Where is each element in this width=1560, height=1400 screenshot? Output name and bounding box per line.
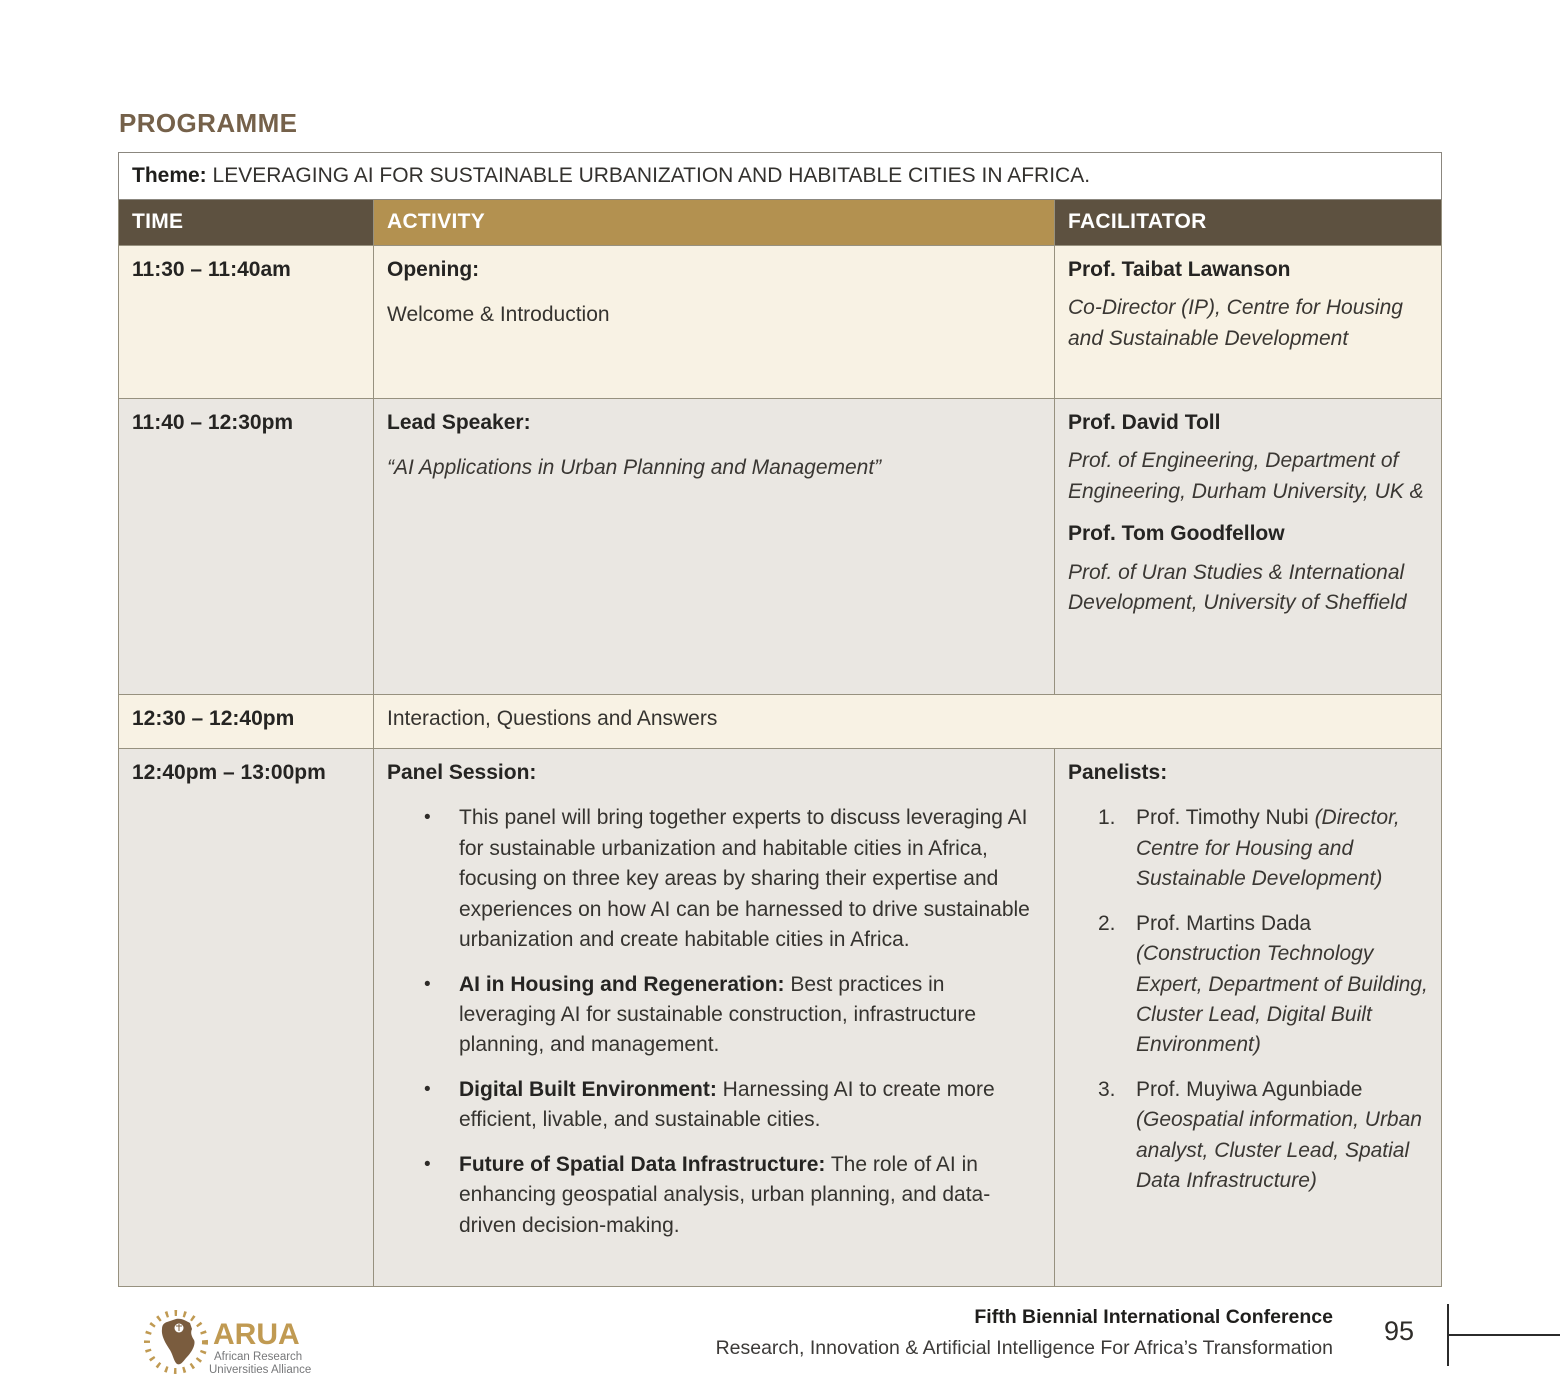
facilitator-role: Co-Director (IP), Centre for Housing and Sustainable Development (1068, 296, 1403, 350)
panelist-number: 3. (1098, 1077, 1116, 1101)
page-title: PROGRAMME (119, 108, 298, 138)
time-cell: 12:30 – 12:40pm (119, 694, 374, 748)
panelists-label: Panelists: (1068, 760, 1168, 784)
activity-cell (374, 748, 1055, 1286)
arua-logo (126, 1302, 376, 1391)
bullet-icon: • (424, 807, 431, 829)
activity-text: “AI Applications in Urban Planning and Management” (387, 456, 882, 480)
footer-conference-title: Fifth Biennial International Conference (974, 1306, 1333, 1328)
column-header-facilitator: FACILITATOR (1055, 200, 1442, 245)
activity-text: Welcome & Introduction (387, 303, 610, 327)
logo-tagline-2: Universities Alliance (209, 1364, 312, 1376)
programme-table (118, 152, 1442, 1287)
facilitator-cell (1055, 748, 1442, 1286)
time-cell: 11:40 – 12:30pm (119, 398, 374, 694)
bullet-text: This panel will bring together experts to discuss leveraging AI for sustainable urbanization and habitable cities in Africa, focusing on three key areas by sharing their expertise and experiences on how AI can be harnessed to drive sustainable urbanization and create habitable cities in Africa. (459, 806, 1030, 952)
theme-text: LEVERAGING AI FOR SUSTAINABLE URBANIZATION AND HABITABLE CITIES IN AFRICA. (206, 164, 1091, 187)
activity-title: Opening: (387, 257, 480, 281)
panelist-number: 2. (1098, 911, 1116, 935)
facilitator-role: Prof. of Uran Studies & International Development, University of Sheffield (1068, 560, 1407, 615)
facilitator-role: Prof. of Engineering, Department of Engineering, Durham University, UK & (1068, 449, 1424, 503)
activity-cell: Interaction, Questions and Answers (374, 694, 1442, 748)
footer-conference-subtitle: Research, Innovation & Artificial Intelligence For Africa’s Transformation (715, 1337, 1333, 1359)
panel-bullet-3 (424, 1075, 1041, 1136)
bullet-text: Future of Spatial Data Infrastructure: The role of AI in enhancing geospatial analysis, urban planning, and data-driven decision-making. (459, 1152, 991, 1237)
activity-cell (374, 245, 1055, 398)
panelist-1 (1098, 803, 1428, 894)
page-number: 95 (1384, 1316, 1415, 1346)
panel-bullet-4 (424, 1150, 1041, 1241)
panelist-text: Prof. Martins Dada (Construction Technology Expert, Department of Building, Cluster Lead, Digital Built Environment) (1136, 911, 1428, 1057)
arua-logo-icon (126, 1302, 376, 1386)
panelist-text: Prof. Muyiwa Agunbiade (Geospatial information, Urban analyst, Cluster Lead, Spatial Data Infrastructure) (1136, 1077, 1422, 1193)
page-corner-mark-horizontal (1449, 1334, 1560, 1336)
theme-row (119, 153, 1442, 200)
panel-bullet-2 (424, 970, 1041, 1061)
theme-cell (119, 153, 1442, 200)
panelist-text: Prof. Timothy Nubi (Director, Centre for Housing and Sustainable Development) (1136, 806, 1400, 891)
table-row-panel-session (119, 748, 1442, 1286)
bullet-icon: • (424, 973, 431, 995)
table-row-lead-speaker (119, 398, 1442, 694)
table-row-opening (119, 245, 1442, 398)
activity-title: Panel Session: (387, 760, 537, 784)
theme-label: Theme: (132, 164, 207, 187)
facilitator-cell (1055, 398, 1442, 694)
facilitator-cell (1055, 245, 1442, 398)
panelist-number: 1. (1098, 806, 1116, 830)
column-header-time: TIME (119, 200, 374, 245)
facilitator-name: Prof. Tom Goodfellow (1068, 522, 1285, 546)
time-cell: 12:40pm – 13:00pm (119, 748, 374, 1286)
table-row-qa (119, 694, 1442, 748)
bullet-text: AI in Housing and Regeneration: Best practices in leveraging AI for sustainable construction, infrastructure planning, and management. (459, 972, 977, 1057)
bullet-icon: • (424, 1078, 431, 1100)
time-cell: 11:30 – 11:40am (119, 245, 374, 398)
activity-cell (374, 398, 1055, 694)
column-header-activity: ACTIVITY (374, 200, 1055, 245)
table-header-row (119, 200, 1442, 245)
bullet-icon: • (424, 1153, 431, 1175)
logo-wordmark: ARUA (213, 1318, 300, 1351)
facilitator-name: Prof. David Toll (1068, 410, 1221, 434)
activity-title: Lead Speaker: (387, 410, 531, 434)
panel-bullet-1 (424, 803, 1041, 955)
bullet-text: Digital Built Environment: Harnessing AI to create more efficient, livable, and sustainable cities. (459, 1077, 995, 1132)
panelist-3 (1098, 1075, 1428, 1197)
facilitator-name: Prof. Taibat Lawanson (1068, 257, 1291, 281)
logo-tagline-1: African Research (214, 1351, 303, 1363)
panelist-2 (1098, 909, 1428, 1061)
footer-text (693, 1302, 1333, 1364)
